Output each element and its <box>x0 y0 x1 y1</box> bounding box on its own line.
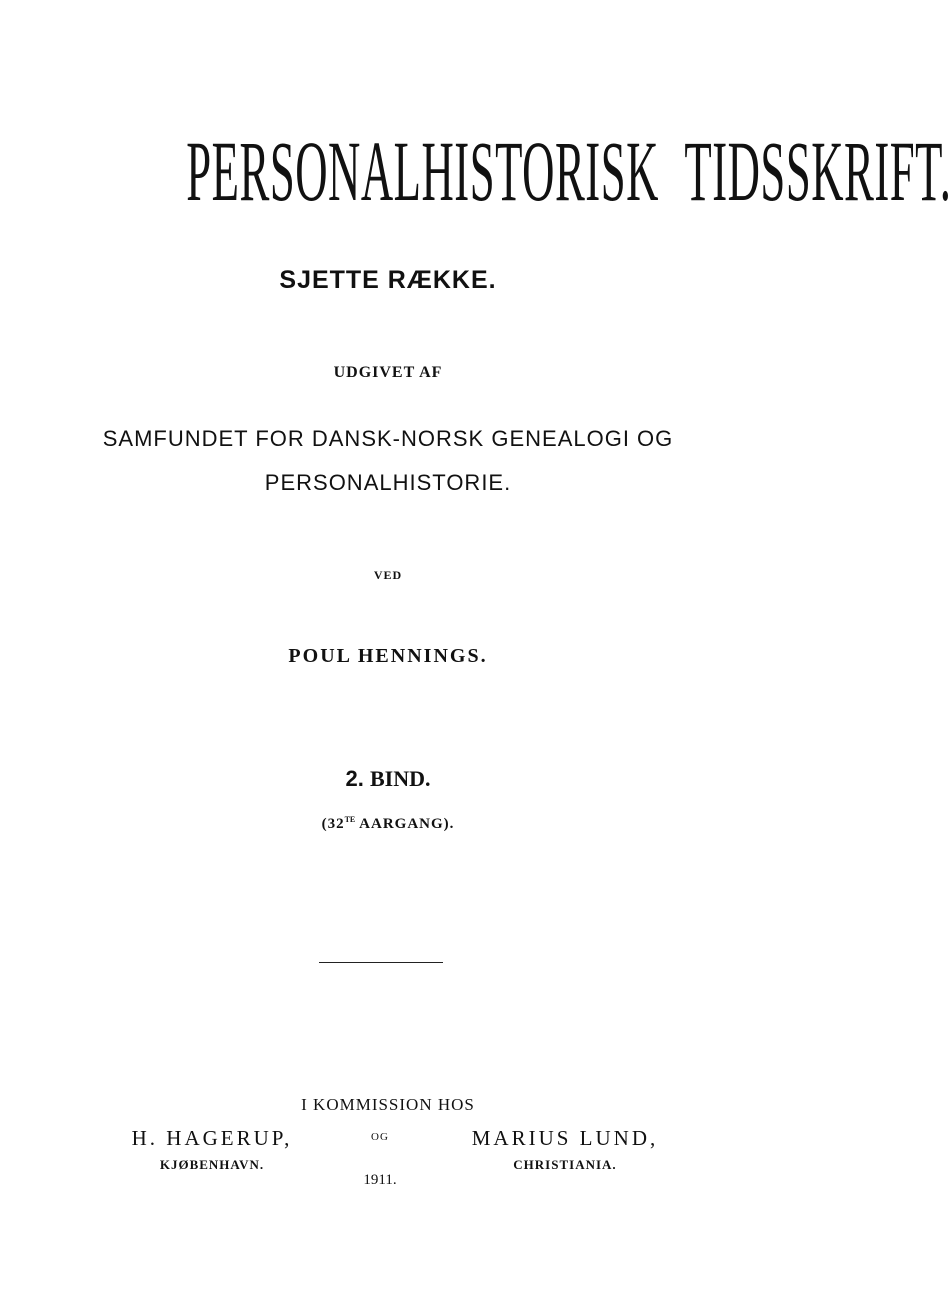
publication-year: 1911. <box>363 1172 397 1188</box>
published-by-label: UDGIVET AF <box>333 364 443 381</box>
volume-word: BIND. <box>369 766 431 791</box>
society-name-line-2: PERSONALHISTORIE. <box>264 470 512 495</box>
society-name-line-1: SAMFUNDET FOR DANSK-NORSK GENEALOGI OG <box>102 426 674 451</box>
series-label: SJETTE RÆKKE. <box>279 266 497 294</box>
year-label-open: (32 <box>321 816 345 832</box>
right-publisher-city: CHRISTIANIA. <box>513 1157 617 1172</box>
by-label: VED <box>373 568 403 582</box>
conjunction-label: OG <box>371 1131 389 1143</box>
year-label <box>0 815 776 833</box>
volume-label <box>0 766 776 792</box>
volume-number: 2. <box>345 766 364 791</box>
left-publisher-name: H. HAGERUP, <box>131 1126 293 1150</box>
editor-name: POUL HENNINGS. <box>288 645 488 667</box>
main-title: PERSONALHISTORISK TIDSSKRIFT. <box>186 123 951 219</box>
commission-label: I KOMMISSION HOS <box>301 1095 475 1114</box>
divider-rule <box>319 962 443 963</box>
right-publisher-name: MARIUS LUND, <box>471 1126 659 1150</box>
year-label-rest: AARGANG). <box>355 816 455 832</box>
year-label-superscript: TE <box>344 815 356 824</box>
left-publisher-city: KJØBENHAVN. <box>159 1157 265 1172</box>
